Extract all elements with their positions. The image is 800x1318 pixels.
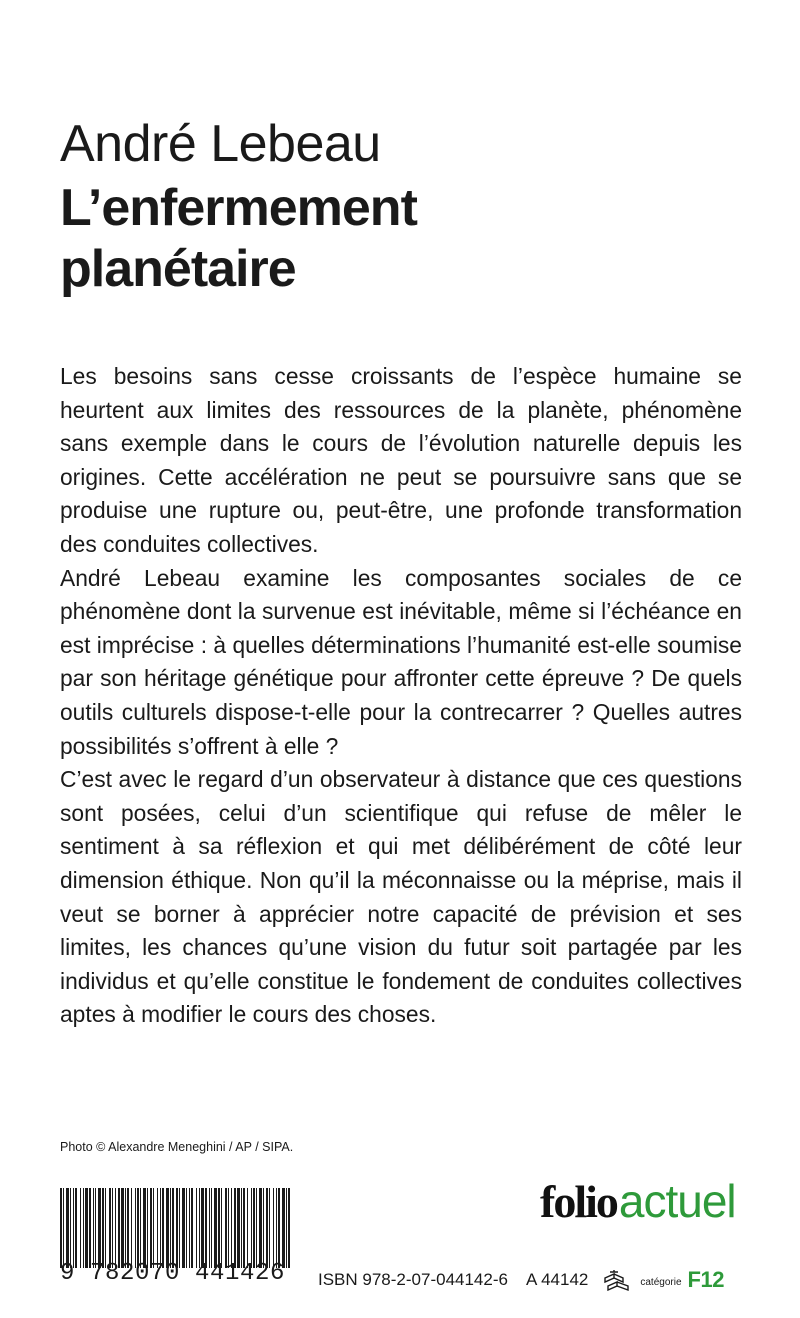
barcode-bar [89,1188,91,1268]
barcode-bar [70,1188,71,1268]
barcode-bar [157,1188,158,1268]
barcode-bar [150,1188,152,1268]
publication-info [318,1265,724,1295]
barcode-bar [60,1188,62,1268]
blurb-paragraph-3: C’est avec le regard d’un observateur à distance que ces questions sont posées, celui d’un scientifique qui refuse de mêler le sentiment à sa réflexion et qui met délibérément de côté leur dimension éthique. Non qu’il la méconnaisse ou la méprise, mais il veut se borner à apprécier notre capacité de prévision et ses limites, les chances qu’une vision du futur soit partagée par les individus et qu’elle constitue le fondement de conduites collectives aptes à modifier le cours des choses. [60,766,742,1028]
barcode-bar [80,1188,81,1268]
barcode-bar [209,1188,210,1268]
barcode-bar [218,1188,220,1268]
barcode-bar [153,1188,154,1268]
barcode-bar [237,1188,240,1268]
barcode-bar [214,1188,217,1268]
barcode-bar [189,1188,190,1268]
barcode-bar [221,1188,222,1268]
barcode-bar [112,1188,113,1268]
logo-actuel: actuel [618,1175,736,1227]
barcode-bar [269,1188,270,1268]
barcode-bar [273,1188,274,1268]
barcode-bar [137,1188,139,1268]
category-code: F12 [687,1267,724,1292]
barcode-bar [63,1188,64,1268]
barcode-bar [228,1188,229,1268]
barcode-bar [75,1188,77,1268]
barcode-bar [176,1188,178,1268]
logo-folio: folio [540,1176,617,1227]
book-title [60,178,417,300]
barcode-bar [243,1188,245,1268]
barcode-bar [179,1188,180,1268]
isbn: ISBN 978-2-07-044142-6 [318,1270,508,1289]
barcode-bar [121,1188,124,1268]
barcode-bar [251,1188,252,1268]
barcode-bar [205,1188,207,1268]
books-icon [602,1269,632,1291]
barcode-bar [98,1188,101,1268]
barcode-bar [73,1188,74,1268]
barcode-bar [166,1188,169,1268]
barcode-bar [241,1188,242,1268]
barcode-bar [211,1188,212,1268]
barcode-bar [102,1188,104,1268]
barcode-bar [143,1188,146,1268]
barcode-bar [66,1188,69,1268]
barcode-bar [172,1188,174,1268]
barcode-bar [162,1188,164,1268]
blurb-paragraph-2: André Lebeau examine les composantes sociales de ce phénomène dont la survenue est inévitable, même si l’échéance en est imprécise : à quelles déterminations l’humanité est-elle soumise par son héritage génétique pour affronter cette épreuve ? De quels outils culturels dispose-t-elle pour la contrecarrer ? Quelles autres possibilités s’offrent à elle ? [60,564,742,759]
barcode-bar [191,1188,193,1268]
folio-actuel-logo [540,1175,736,1227]
barcode-bar [234,1188,236,1268]
barcode-bar [131,1188,132,1268]
barcode-bar [147,1188,148,1268]
barcode-bar [186,1188,187,1268]
barcode-bar [135,1188,136,1268]
barcode-bars [60,1188,292,1268]
blurb-paragraph-1: Les besoins sans cesse croissants de l’espèce humaine se heurtent aux limites des ressources de la planète, phénomène sans exemple dans le cours de l’évolution naturelle depuis les origines. Cette accélération ne peut se poursuivre sans que se produise une rupture ou, peut-être, une profonde transformation des conduites collectives. [60,363,742,557]
barcode-bar [253,1188,255,1268]
barcode-bar [247,1188,248,1268]
barcode-bar [118,1188,120,1268]
barcode-bar [115,1188,116,1268]
barcode-bar [127,1188,129,1268]
book-title-line-2: planétaire [60,240,296,298]
barcode-bar [259,1188,262,1268]
barcode-bar [85,1188,88,1268]
barcode [60,1188,292,1268]
back-cover-blurb [60,360,742,1032]
barcode-digits: 9 782070 441426 [60,1260,286,1287]
barcode-bar [225,1188,227,1268]
barcode-bar [109,1188,111,1268]
barcode-bar [170,1188,171,1268]
barcode-bar [140,1188,141,1268]
barcode-bar [201,1188,204,1268]
barcode-bar [125,1188,126,1268]
barcode-bar [199,1188,200,1268]
barcode-bar [95,1188,96,1268]
barcode-bar [256,1188,257,1268]
author-name: André Lebeau [60,115,381,173]
barcode-bar [288,1188,290,1268]
category-label: catégorie [640,1276,682,1288]
barcode-bar [160,1188,161,1268]
barcode-bar [231,1188,232,1268]
barcode-bar [276,1188,277,1268]
barcode-bar [93,1188,94,1268]
barcode-bar [263,1188,264,1268]
barcode-bar [105,1188,106,1268]
barcode-bar [266,1188,268,1268]
barcode-bar [196,1188,197,1268]
barcode-bar [83,1188,84,1268]
barcode-bar [182,1188,185,1268]
product-code: A 44142 [525,1270,589,1289]
barcode-bar [278,1188,280,1268]
barcode-bar [282,1188,285,1268]
photo-credit: Photo © Alexandre Meneghini / AP / SIPA. [60,1140,294,1154]
barcode-bar [286,1188,287,1268]
book-title-line-1: L’enfermement [60,179,417,237]
